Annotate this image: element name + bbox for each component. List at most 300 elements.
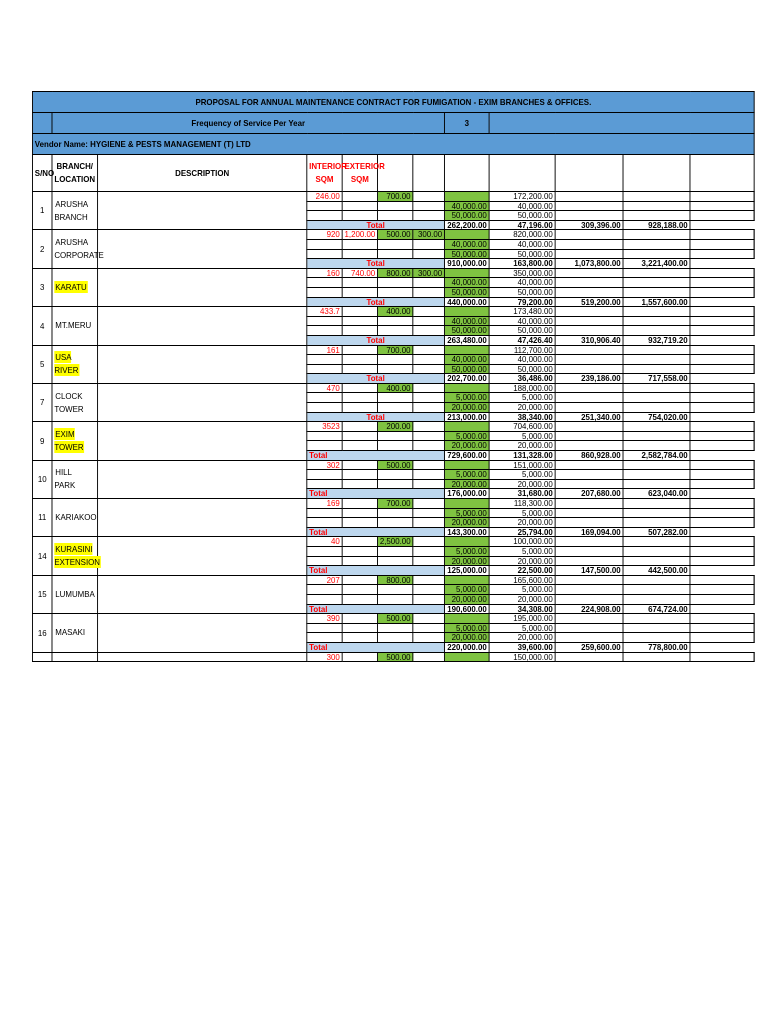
rate-1: 400.00 <box>377 307 412 317</box>
row-amount: 820,000.00 <box>489 230 555 240</box>
rate-1: 700.00 <box>377 345 412 355</box>
rate-1 <box>377 326 412 336</box>
total-label: Total <box>307 604 445 614</box>
interior-sqm <box>307 470 342 480</box>
rate-2 <box>413 287 445 297</box>
table-row <box>32 460 754 470</box>
interior-sqm <box>307 623 342 633</box>
total-amount: 262,200.00 <box>444 220 489 230</box>
total-label: Total <box>307 297 445 307</box>
rate-2 <box>413 441 445 451</box>
interior-sqm <box>307 403 342 413</box>
row-amount: 165,600.00 <box>489 575 555 585</box>
total-label: Total <box>307 259 445 269</box>
row-amount: 20,000.00 <box>489 479 555 489</box>
total-incl-vat: 1,073,800.00 <box>555 259 623 269</box>
table-row <box>32 537 754 547</box>
table-row <box>32 614 754 624</box>
exterior-sqm <box>342 556 377 566</box>
interior-sqm: 433.7 <box>307 307 342 317</box>
interior-sqm <box>307 364 342 374</box>
row-amount: 704,600.00 <box>489 422 555 432</box>
table-row <box>32 268 754 278</box>
row-amount: 100,000.00 <box>489 537 555 547</box>
branch-name <box>52 614 98 652</box>
interior-sqm <box>307 239 342 249</box>
extra-charge: 20,000.00 <box>444 518 489 528</box>
exterior-sqm <box>342 470 377 480</box>
rate-1 <box>377 355 412 365</box>
exterior-sqm <box>342 441 377 451</box>
total-amount: 729,600.00 <box>444 451 489 461</box>
interior-sqm: 390 <box>307 614 342 624</box>
row-amount: 50,000.00 <box>489 287 555 297</box>
rate-1: 500.00 <box>377 652 412 662</box>
table-body <box>32 92 754 662</box>
description-cell <box>98 383 307 421</box>
exterior-sqm <box>342 422 377 432</box>
row-amount: 350,000.00 <box>489 268 555 278</box>
interior-sqm: 920 <box>307 230 342 240</box>
frequency-label: Frequency of Service Per Year <box>52 113 444 134</box>
total-annual: 442,500.00 <box>623 566 690 576</box>
row-amount: 50,000.00 <box>489 364 555 374</box>
branch-sno: 14 <box>32 537 52 575</box>
row-amount: 50,000.00 <box>489 211 555 221</box>
branch-sno: 7 <box>32 383 52 421</box>
rate-1 <box>377 316 412 326</box>
exterior-sqm <box>342 403 377 413</box>
row-amount: 20,000.00 <box>489 594 555 604</box>
extra-charge: 5,000.00 <box>444 623 489 633</box>
branch-name <box>52 499 98 537</box>
rate-2 <box>413 499 445 509</box>
extra-charge <box>444 499 489 509</box>
table-row <box>32 192 754 202</box>
branch-name <box>52 307 98 345</box>
rate-2: 300.00 <box>413 268 445 278</box>
rate-1: 800.00 <box>377 575 412 585</box>
total-amount: 910,000.00 <box>444 259 489 269</box>
row-amount: 5,000.00 <box>489 546 555 556</box>
table-row <box>32 383 754 393</box>
extra-charge: 5,000.00 <box>444 546 489 556</box>
extra-charge: 20,000.00 <box>444 479 489 489</box>
fumigation-proposal-table <box>32 91 755 662</box>
branch-sno: 1 <box>32 192 52 230</box>
exterior-sqm <box>342 575 377 585</box>
total-vat: 22,500.00 <box>489 566 555 576</box>
branch-name <box>52 268 98 306</box>
rate-1: 200.00 <box>377 422 412 432</box>
interior-sqm <box>307 585 342 595</box>
extra-charge: 50,000.00 <box>444 287 489 297</box>
table-row <box>32 345 754 355</box>
total-vat: 31,680.00 <box>489 489 555 499</box>
total-annual: 932,719.20 <box>623 335 690 345</box>
branch-name <box>52 460 98 498</box>
total-vat: 163,800.00 <box>489 259 555 269</box>
total-vat: 131,328.00 <box>489 451 555 461</box>
row-amount: 151,000.00 <box>489 460 555 470</box>
description-cell <box>98 537 307 575</box>
extra-charge <box>444 307 489 317</box>
row-amount: 20,000.00 <box>489 518 555 528</box>
table-row <box>32 499 754 509</box>
description-cell <box>98 268 307 306</box>
rate-1 <box>377 287 412 297</box>
description-cell <box>98 345 307 383</box>
total-vat: 34,308.00 <box>489 604 555 614</box>
branch-name <box>52 537 101 575</box>
total-incl-vat: 224,908.00 <box>555 604 623 614</box>
rate-1 <box>377 393 412 403</box>
description-cell <box>98 422 307 460</box>
rate-1: 2,500.00 <box>377 537 412 547</box>
exterior-sqm <box>342 537 377 547</box>
interior-sqm <box>307 326 342 336</box>
row-amount: 173,480.00 <box>489 307 555 317</box>
total-annual: 3,221,400.00 <box>623 259 690 269</box>
rate-2 <box>413 239 445 249</box>
extra-charge: 50,000.00 <box>444 211 489 221</box>
exterior-sqm <box>342 499 377 509</box>
rate-2 <box>413 470 445 480</box>
total-incl-vat: 251,340.00 <box>555 412 623 422</box>
rate-2 <box>413 431 445 441</box>
rate-1 <box>377 239 412 249</box>
rate-2 <box>413 364 445 374</box>
rate-2 <box>413 518 445 528</box>
branch-name-text: CLOCK TOWER <box>54 390 84 414</box>
total-amount: 263,480.00 <box>444 335 489 345</box>
total-annual: 717,558.00 <box>623 374 690 384</box>
rate-2 <box>413 585 445 595</box>
interior-sqm: 160 <box>307 268 342 278</box>
rate-2 <box>413 614 445 624</box>
rate-1 <box>377 585 412 595</box>
description-cell <box>98 575 307 613</box>
branch-name-text: KURASINI EXTENSION <box>54 544 101 568</box>
row-amount: 118,300.00 <box>489 499 555 509</box>
table-row <box>32 652 754 662</box>
total-incl-vat: 519,200.00 <box>555 297 623 307</box>
rate-2 <box>413 383 445 393</box>
interior-sqm <box>307 393 342 403</box>
interior-sqm: 302 <box>307 460 342 470</box>
extra-charge: 5,000.00 <box>444 393 489 403</box>
table-row <box>32 230 754 240</box>
rate-2 <box>413 479 445 489</box>
rate-1 <box>377 278 412 288</box>
description-cell <box>98 460 307 498</box>
rate-2 <box>413 192 445 202</box>
exterior-sqm <box>342 326 377 336</box>
extra-charge: 20,000.00 <box>444 441 489 451</box>
spreadsheet <box>32 91 704 662</box>
rate-1: 500.00 <box>377 614 412 624</box>
rate-2 <box>413 278 445 288</box>
rate-1 <box>377 518 412 528</box>
header-sno: S/NO <box>32 155 52 192</box>
rate-2 <box>413 508 445 518</box>
rate-1: 500.00 <box>377 460 412 470</box>
total-amount: 202,700.00 <box>444 374 489 384</box>
total-incl-vat: 310,906.40 <box>555 335 623 345</box>
row-amount: 5,000.00 <box>489 470 555 480</box>
total-label: Total <box>307 566 445 576</box>
interior-sqm: 246.00 <box>307 192 342 202</box>
extra-charge: 40,000.00 <box>444 239 489 249</box>
exterior-sqm <box>342 355 377 365</box>
rate-2 <box>413 546 445 556</box>
extra-charge: 20,000.00 <box>444 556 489 566</box>
exterior-sqm <box>342 239 377 249</box>
exterior-sqm <box>342 431 377 441</box>
row-amount: 5,000.00 <box>489 393 555 403</box>
rate-2 <box>413 575 445 585</box>
rate-1 <box>377 441 412 451</box>
total-incl-vat: 207,680.00 <box>555 489 623 499</box>
total-amount: 440,000.00 <box>444 297 489 307</box>
total-annual: 507,282.00 <box>623 527 690 537</box>
extra-charge: 5,000.00 <box>444 508 489 518</box>
rate-2 <box>413 249 445 259</box>
total-vat: 25,794.00 <box>489 527 555 537</box>
rate-2 <box>413 307 445 317</box>
rate-1: 500.00 <box>377 230 412 240</box>
interior-sqm <box>307 518 342 528</box>
rate-2 <box>413 633 445 643</box>
interior-sqm: 40 <box>307 537 342 547</box>
branch-sno: 16 <box>32 614 52 652</box>
interior-sqm <box>307 201 342 211</box>
total-amount: 143,300.00 <box>444 527 489 537</box>
total-amount: 213,000.00 <box>444 412 489 422</box>
total-label: Total <box>307 489 445 499</box>
total-label: Total <box>307 374 445 384</box>
rate-2 <box>413 556 445 566</box>
rate-1: 700.00 <box>377 499 412 509</box>
total-annual: 623,040.00 <box>623 489 690 499</box>
extra-charge: 20,000.00 <box>444 633 489 643</box>
row-amount: 5,000.00 <box>489 623 555 633</box>
extra-charge: 20,000.00 <box>444 594 489 604</box>
total-vat: 38,340.00 <box>489 412 555 422</box>
exterior-sqm <box>342 316 377 326</box>
total-vat: 39,600.00 <box>489 642 555 652</box>
extra-charge: 50,000.00 <box>444 249 489 259</box>
total-vat: 36,486.00 <box>489 374 555 384</box>
branch-name-text: ARUSHA CORPORATE <box>54 237 104 261</box>
interior-sqm <box>307 431 342 441</box>
branch-sno: 4 <box>32 307 52 345</box>
total-incl-vat: 309,396.00 <box>555 220 623 230</box>
branch-name-text: EXIM TOWER <box>54 428 84 452</box>
exterior-sqm <box>342 287 377 297</box>
total-annual: 778,800.00 <box>623 642 690 652</box>
total-incl-vat: 239,186.00 <box>555 374 623 384</box>
exterior-sqm <box>342 201 377 211</box>
rate-1 <box>377 623 412 633</box>
rate-1 <box>377 556 412 566</box>
exterior-sqm <box>342 652 377 662</box>
exterior-sqm <box>342 633 377 643</box>
rate-1: 700.00 <box>377 192 412 202</box>
row-amount: 150,000.00 <box>489 652 555 662</box>
rate-2 <box>413 355 445 365</box>
rate-2 <box>413 422 445 432</box>
exterior-sqm <box>342 623 377 633</box>
rate-1 <box>377 546 412 556</box>
rate-2 <box>413 326 445 336</box>
row-amount: 5,000.00 <box>489 508 555 518</box>
rate-1 <box>377 470 412 480</box>
exterior-sqm <box>342 518 377 528</box>
total-label: Total <box>307 335 445 345</box>
vendor-name: Vendor Name: HYGIENE & PESTS MANAGEMENT (T) LTD <box>32 134 754 155</box>
rate-2 <box>413 623 445 633</box>
row-amount: 40,000.00 <box>489 278 555 288</box>
proposal-title: PROPOSAL FOR ANNUAL MAINTENANCE CONTRACT FOR FUMIGATION - EXIM BRANCHES & OFFICES. <box>32 92 754 113</box>
branch-name <box>52 345 98 383</box>
rate-2 <box>413 345 445 355</box>
exterior-sqm: 1,200.00 <box>342 230 377 240</box>
row-amount: 50,000.00 <box>489 249 555 259</box>
rate-2 <box>413 652 445 662</box>
branch-sno: 15 <box>32 575 52 613</box>
branch-name-text: MT.MERU <box>55 320 92 331</box>
exterior-sqm <box>342 594 377 604</box>
total-label: Total <box>307 451 445 461</box>
exterior-sqm <box>342 345 377 355</box>
description-cell <box>98 499 307 537</box>
row-amount: 20,000.00 <box>489 556 555 566</box>
rate-1 <box>377 479 412 489</box>
row-amount: 112,700.00 <box>489 345 555 355</box>
branch-name-text: KARIAKOO <box>55 512 97 523</box>
exterior-sqm <box>342 192 377 202</box>
total-label: Total <box>307 412 445 422</box>
rate-1 <box>377 201 412 211</box>
exterior-sqm <box>342 278 377 288</box>
interior-sqm <box>307 508 342 518</box>
branch-sno: 5 <box>32 345 52 383</box>
extra-charge <box>444 192 489 202</box>
branch-name-text: ARUSHA BRANCH <box>54 198 88 222</box>
total-amount: 220,000.00 <box>444 642 489 652</box>
extra-charge <box>444 614 489 624</box>
total-label: Total <box>307 642 445 652</box>
rate-2 <box>413 316 445 326</box>
rate-2 <box>413 403 445 413</box>
branch-sno: 2 <box>32 230 52 268</box>
total-vat: 47,196.00 <box>489 220 555 230</box>
exterior-sqm <box>342 211 377 221</box>
exterior-sqm <box>342 614 377 624</box>
row-amount: 40,000.00 <box>489 201 555 211</box>
total-annual: 2,582,784.00 <box>623 451 690 461</box>
branch-sno: 3 <box>32 268 52 306</box>
branch-name-text: LUMUMBA <box>55 588 95 599</box>
description-cell <box>98 614 307 652</box>
total-vat: 79,200.00 <box>489 297 555 307</box>
total-annual: 674,724.00 <box>623 604 690 614</box>
table-row <box>32 307 754 317</box>
row-amount: 5,000.00 <box>489 585 555 595</box>
description-cell <box>98 192 307 230</box>
extra-charge: 5,000.00 <box>444 431 489 441</box>
interior-sqm: 161 <box>307 345 342 355</box>
header-exterior: EXTERIOR SQM <box>342 155 377 192</box>
total-amount: 190,600.00 <box>444 604 489 614</box>
rate-2 <box>413 211 445 221</box>
extra-charge <box>444 652 489 662</box>
total-amount: 176,000.00 <box>444 489 489 499</box>
branch-sno: 9 <box>32 422 52 460</box>
interior-sqm: 3523 <box>307 422 342 432</box>
branch-name <box>52 230 104 268</box>
row-amount: 195,000.00 <box>489 614 555 624</box>
interior-sqm <box>307 249 342 259</box>
row-amount: 172,200.00 <box>489 192 555 202</box>
total-vat: 47,426.40 <box>489 335 555 345</box>
row-amount: 5,000.00 <box>489 431 555 441</box>
row-amount: 20,000.00 <box>489 441 555 451</box>
interior-sqm <box>307 355 342 365</box>
rate-1 <box>377 211 412 221</box>
total-amount: 125,000.00 <box>444 566 489 576</box>
rate-1 <box>377 431 412 441</box>
total-label: Total <box>307 527 445 537</box>
branch-sno: 10 <box>32 460 52 498</box>
interior-sqm: 300 <box>307 652 342 662</box>
exterior-sqm: 740.00 <box>342 268 377 278</box>
row-amount: 40,000.00 <box>489 316 555 326</box>
total-incl-vat: 147,500.00 <box>555 566 623 576</box>
table-row <box>32 422 754 432</box>
rate-2 <box>413 537 445 547</box>
interior-sqm: 169 <box>307 499 342 509</box>
interior-sqm <box>307 633 342 643</box>
interior-sqm <box>307 287 342 297</box>
interior-sqm <box>307 278 342 288</box>
total-annual: 928,188.00 <box>623 220 690 230</box>
branch-name-text: KARATU <box>55 281 87 292</box>
extra-charge: 40,000.00 <box>444 355 489 365</box>
extra-charge: 50,000.00 <box>444 364 489 374</box>
exterior-sqm <box>342 479 377 489</box>
exterior-sqm <box>342 307 377 317</box>
total-annual: 754,020.00 <box>623 412 690 422</box>
rate-1: 800.00 <box>377 268 412 278</box>
rate-2 <box>413 594 445 604</box>
total-incl-vat: 860,928.00 <box>555 451 623 461</box>
exterior-sqm <box>342 508 377 518</box>
row-amount: 20,000.00 <box>489 403 555 413</box>
rate-1 <box>377 403 412 413</box>
interior-sqm <box>307 594 342 604</box>
extra-charge: 5,000.00 <box>444 585 489 595</box>
frequency-value: 3 <box>444 113 489 134</box>
extra-charge: 20,000.00 <box>444 403 489 413</box>
branch-name-text: USA RIVER <box>54 352 79 376</box>
exterior-sqm <box>342 585 377 595</box>
branch-name <box>52 575 98 613</box>
extra-charge: 40,000.00 <box>444 201 489 211</box>
extra-charge: 40,000.00 <box>444 278 489 288</box>
rate-2 <box>413 201 445 211</box>
